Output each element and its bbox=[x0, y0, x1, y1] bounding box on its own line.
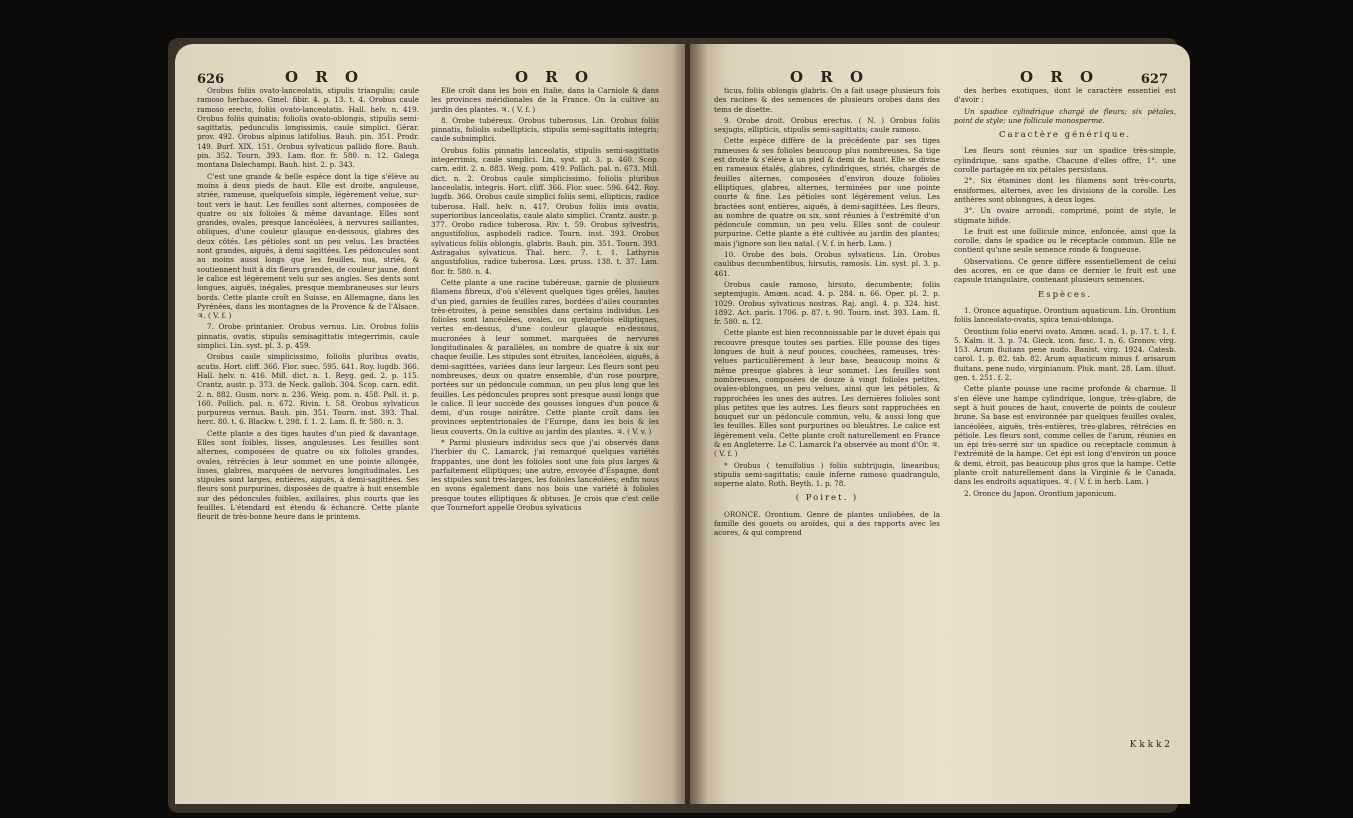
paragraph: ORONCE. Orontium. Genre de plantes unilobées, de la famille des gouets ou aroïdes, qui a des rapports avec les acores, & qui comprend bbox=[714, 509, 940, 538]
left-page bbox=[175, 44, 685, 804]
paragraph: 7. Orobe printanier. Orobus vernus. Lin. Orobus foliis pinnatis, ovatis, stipulis semisagittatis integerrimis, caule simplici. Lin. syst. pl. 3. p. 459. bbox=[197, 322, 419, 351]
book-gutter bbox=[672, 44, 708, 804]
text-column bbox=[197, 86, 419, 524]
running-head: O R O bbox=[1020, 68, 1100, 86]
paragraph: * Parmi plusieurs individus secs que j'ai observés dans l'herbier du C. Lamarck, j'ai remarqué quelques variétés frappantes, une dont les folioles sont une fois plus larges & parfaitement elliptiques; une autre, envoyée d'Espagne, dont les stipules sont très-larges, les folioles lancéolées; enfin nous en avons également dans nos bois une variété à folioles presque toutes elliptiques & obtuses. Je crois que c'est celle que Tournefort appelle Orobus sylvaticus bbox=[431, 437, 659, 513]
paragraph: Les fleurs sont réunies sur un spadice très-simple, cylindrique, sans spathe. Chacune d'elles offre, 1°. une corolle partagée en six pétales persistans. bbox=[954, 146, 1176, 175]
paragraph: Un spadice cylindrique chargé de fleurs; six pétales, point de style; une follicule monosperme. bbox=[954, 106, 1176, 125]
text-column bbox=[954, 86, 1176, 500]
paragraph: Orobus caule simplicissimo, foliolis pluribus ovatis, acutis. Hort. cliff. 366. Flor. suec. 595. 641. Roy. lugdb. 366. Hall. helv. n. 416. Mill. dict. n. 1. Reyg. ged. 2. p. 115. Crantz, austr. p. 373. de Neck. gallob. 304. Scop. carn. edit. 2. n. 882. Gusm. norv. n. 236. Weig. pom. n. 458. Pall. it. p. 160. Pollich. pal. n. 672. Rivin. t. 58. Orobus sylvaticus purpureus vernus. Bauh. pin. 351. Tourn. inst. 393. Thal. herc. 80. t. 6. Blackw. t. 298. f. 1. 2. Lam. fl. fr. 580. n. 3. bbox=[197, 352, 419, 427]
text-column bbox=[714, 86, 940, 540]
author-signature: ( Poiret. ) bbox=[795, 493, 859, 504]
paragraph: 9. Orobe droit. Orobus erectus. ( N. ) Orobus foliis sexjugis, ellipticis, stipulis semi-sagittatis; caule ramoso. bbox=[714, 115, 940, 135]
paragraph: ticus, foliis oblongis glabris. On a fait usage plusieurs fois des racines & des semences de plusieurs orobes dans des tems de disette. bbox=[714, 86, 940, 114]
page-number: 626 bbox=[197, 72, 225, 87]
paragraph: des herbes exotiques, dont le caractère essentiel est d'avoir : bbox=[954, 86, 1176, 105]
running-head: O R O bbox=[285, 68, 365, 86]
paragraph: 3°. Un ovaire arrondi, comprimé, point de style, le stigmate bifide. bbox=[954, 206, 1176, 225]
paragraph: 2. Oronce du Japon. Orontium japonicum. bbox=[964, 488, 1117, 498]
paragraph: Cette plante a une racine tubéreuse, garnie de plusieurs filamens fibreux, d'où s'élèvent quelques tiges grêles, hautes d'un pied, garnies de feuilles rares, bordées d'ailes courantes très-étroites, à peine sensibles dans certains individus. Les folioles sont lancéolées, ovales, ou quelquefois elliptiques, vertes en-dessus, d'une couleur glauque en-dessous, mucronées à leur sommet, marquées de nervures longitudinales & parallèles, au nombre de quatre à six sur chaque feuille. Les stipules sont étroites, lancéolées, aiguës, à demi-sagittées, variées dans leur largeur. Les fleurs sont peu nombreuses, deux ou quatre ensemble, d'un rose pourpre, portées sur un pédoncule commun, un peu plus long que les feuilles. Les pédoncules propres sont presque aussi longs que le calice. Il leur succède des gousses longues d'un pouce & demi, d'un rouge noirâtre. Cette plante croît dans les provinces septentrionales de l'Europe, dans les bois & les lieux couverts. On la cultive au jardin des plantes. ♃. ( V. v. ) bbox=[431, 277, 659, 436]
paragraph: Cette plante est bien reconnoissable par le duvet épais qui recouvre presque toutes ses parties. Elle pousse des tiges longues de huit à neuf pouces, couchées, rameuses, très-velues particulièrement à leur base, beaucoup moins & même presque glabres à leur sommet. Les feuilles sont nombreuses, composées de douze à vingt folioles petites, ovales-oblongues, un peu velues, ainsi que les pétioles, & rapprochées les unes des autres. Les dernières folioles sont plus petites que les autres. Les fleurs sont rapprochées en bouquet sur un pédoncule commun, velu, & aussi long que les feuilles. Elles sont purpurines ou bleuâtres. Le calice est légèrement velu. Cette plante croît naturellement en France & en Angleterre. Le C. Lamarck l'a observée au mont d'Or. ♃. ( V. f. ) bbox=[714, 328, 940, 459]
page-number: 627 bbox=[1140, 72, 1168, 87]
paragraph: Le fruit est une follicule mince, enfoncée, ainsi que la corolle, dans le spadice ou le réceptacle commun. Elle ne contient qu'une seule semence ronde & fongueuse. bbox=[954, 226, 1176, 255]
paragraph: Cette plante a des tiges hautes d'un pied & davantage. Elles sont foibles, lisses, anguleuses. Les feuilles sont alternes, composées de quatre ou six folioles grandes, ovales, rétrécies à leur sommet en une pointe allongée, lisses, glabres, marquées de nervures longitudinales. Les stipules sont larges, entières, aiguës, à demi-sagittées. Ses fleurs sont purpurines, disposées de quatre à huit ensemble sur des pédoncules foibles, axillaires, plus courts que les feuilles. L'étendard est étendu & échancré. Cette plante fleurit de très-bonne heure dans le printems. bbox=[197, 428, 419, 522]
paragraph: Cette espèce diffère de la précédente par ses tiges rameuses & ses folioles beaucoup plus nombreuses. Sa tige est droite & s'élève à un pied & demi de haut. Elle se divise en rameaux étalés, glabres, cylindriques, striés, chargés de feuilles alternes, composées d'environ douze folioles elliptiques, glabres, alternes, terminées par une pointe courte & fine. Les pétioles sont légèrement velus. Les bractées sont entières, aiguës, à demi-sagittées. Les fleurs, au nombre de quatre ou six, sont réunies à l'extrémité d'un pédoncule commun, un peu velu. Elles sont de couleur purpurine. Cette plante a été cultivée au jardin des plantes; mais j'ignore son lieu natal. ( V. f. in herb. Lam. ) bbox=[714, 136, 940, 248]
paragraph: C'est une grande & belle espèce dont la tige s'élève au moins à deux pieds de haut. Elle est droite, anguleuse, striée, rameuse, quelquefois simple, légèrement velue, sur-tout vers le haut. Les feuilles sont alternes, composées de quatre ou six folioles & même davantage. Elles sont grandes, ovales, presque lancéolées, à nervures saillantes, obliques, d'une couleur glauque en-dessous, glabres des deux côtés. Les pétioles sont un peu velus. Les bractées sont grandes, aiguës, à demi sagittées. Les pédoncules sont au moins aussi longs que les feuilles, nus, striés, & soutiennent huit à dix fleurs grandes, de couleur jaune, dont le calice est légèrement velu sur ses angles. Ses dents sont longues, aiguës, inégales, presque membraneuses sur leurs bords. Cette plante croît en Suisse, en Allemagne, dans les Pyrénées, dans les montagnes de la Provence & de l'Alsace. ♃. ( V. f. ) bbox=[197, 171, 419, 321]
paragraph: Orontium folio enervi ovato. Amœn. acad. 1. p. 17. t. 1. f. 5. Kalm. it. 3. p. 74. Gieck. icon. fasc. 1. n. 6. Gronov. virg. 153. Arum fluitans pene nudo. Banist. virg. 1924. Catesb. carol. 1. p. 82. tab. 82. Arum aquaticum minus f. arisarum fluitans, pene nudo, virginianum. Pluk. mant. 28. Lam. illust. gen. t. 251. f. 2. bbox=[954, 326, 1176, 383]
text-column bbox=[431, 86, 659, 514]
section-heading: Caractère générique. bbox=[998, 130, 1132, 141]
paragraph: Orobus caule ramoso, hirsuto, decumbente; foliis septemjugis. Amœn. acad. 4. p. 284. n. 66. Oper. pl. 2. p. 1029. Orobus sylvaticus nostras. Raj. angl. 4. p. 324. hist. 1892. Act. paris. 1706. p. 87. t. 90. Tourn. inst. 393. Lam. fl. fr. 580. n. 12. bbox=[714, 279, 940, 327]
paragraph: Observations. Ce genre diffère essentiellement de celui des acores, en ce que dans ce dernier le fruit est une capsule triangulaire, contenant plusieurs semences. bbox=[954, 256, 1176, 285]
catchword: K k k k 2 bbox=[1129, 740, 1170, 750]
paragraph: * Orobus ( tenuifolius ) foliis subtrijugis, linearibus; stipulis semi-sagittatis; caule inferne ramoso quadrangulo, superne alato. Roth. Beyth. 1. p. 78. bbox=[714, 460, 940, 489]
paragraph: Elle croît dans les bois en Italie, dans la Carniole & dans les provinces méridionales de la France. On la cultive au jardin des plantes. ♃. ( V. f. ) bbox=[431, 86, 659, 114]
paragraph: 1. Oronce aquatique. Orontium aquaticum. Lin. Orontium foliis lanceolato-ovatis, spica tenui-oblonga. bbox=[954, 305, 1176, 325]
paragraph: 2°. Six étamines dont les filamens sont très-courts, ensiformes, alternes, avec les divisions de la corolle. Les anthères sont oblongues, à deux loges. bbox=[954, 176, 1176, 204]
paragraph: Orobus foliis ovato-lanceolatis, stipulis triangulis; caule ramoso herbaceo. Gmel. fibir. 4. p. 13. t. 4. Orobus caule ramoso erecto, foliis ovato-lanceolatis. Hall. helv. n. 419. Orobus foliis quinatis; foliolis ovato-oblongis, stipulis semi-sagittatis, pedunculis longissimis, caule simplici. Gérar. prov. 492. Orobus alpinus latifolius. Bauh. pin. 351. Prodr. 149. Burf. XIX. 151. Orobus sylvaticus pallido flore. Bauh. pin. 352. Tourn. 393. Lam. flor. fr. 580. n. 12. Galega montana Dalechampi. Bauh. hist. 2. p. 343. bbox=[197, 86, 419, 170]
running-head: O R O bbox=[790, 68, 870, 86]
paragraph: Orobus foliis pinnatis lanceolatis, stipulis semi-sagittatis integerrimis, caule simplici. Lin. syst. pl. 3. p. 460. Scop. carn. edit. 2. n. 883. Weig. pom. 419. Pollich. pal. n. 673. Mill. dict. n. 2. Orobus caule simplicissimo, foliolis pluribus lanceolatis, integris. Hort. cliff. 366. Flor. suec. 596. 642. Roy. lugdb. 366. Orobus caule simplici foliis semi, ellipticis, radice tuberosa. Hall. helv. n. 417. Orobus foliis imis ovatis, superioribus lanceolatis, caule alato simplici. Crantz. austr. p. 377. Orobo radice tuberosa. Riv. t. 59. Orobus sylvestris, angustifolius, asphodeli radice. Tourn. inst. 393. Orobus sylvaticus foliis oblongis, glabris. Bauh. pin. 351. Tourn. 393. Astragalus sylvaticus. Thal. herc. 7. t. 1. Lathyrus angustifolius, radice tuberosa. Lœs. pruss. 138. t. 37. Lam. flor. fr. 580. n. 4. bbox=[431, 145, 659, 276]
running-head: O R O bbox=[515, 68, 595, 86]
paragraph: 10. Orobe des bois. Orobus sylvaticus. Lin. Orobus caulibus decumbentibus, hirsutis, ramosis. Lin. syst. pl. 3. p. 461. bbox=[714, 250, 940, 278]
right-page bbox=[690, 44, 1190, 804]
section-heading: Espèces. bbox=[1038, 289, 1092, 300]
paragraph: 8. Orobe tubéreux. Orobus tuberosus. Lin. Orobus foliis pinnatis, foliolis subellipticis, stipulis semi-sagittatis integris; caule subsimplici. bbox=[431, 115, 659, 144]
paragraph: Cette plante pousse une racine profonde & charnue. Il s'en élève une hampe cylindrique, longue, très-glabre, de sept à huit pouces de haut, couverte de points de couleur brune. Sa base est environnée par quelques feuilles ovales, lancéolées, aiguës, très-entières, très-glabres, rétrécies en pétiole. Les fleurs sont, comme celles de l'arum, réunies en un épi très-serré sur un spadice ou receptacle commun à l'extrémité de la hampe. Cet épi est long d'environ un pouce & demi, étroit, pas beaucoup plus gros que la hampe. Cette plante croît naturellement dans la Virginie & le Canada, dans les endroits aquatiques. ♃. ( V. f. in herb. Lam. ) bbox=[954, 384, 1176, 487]
